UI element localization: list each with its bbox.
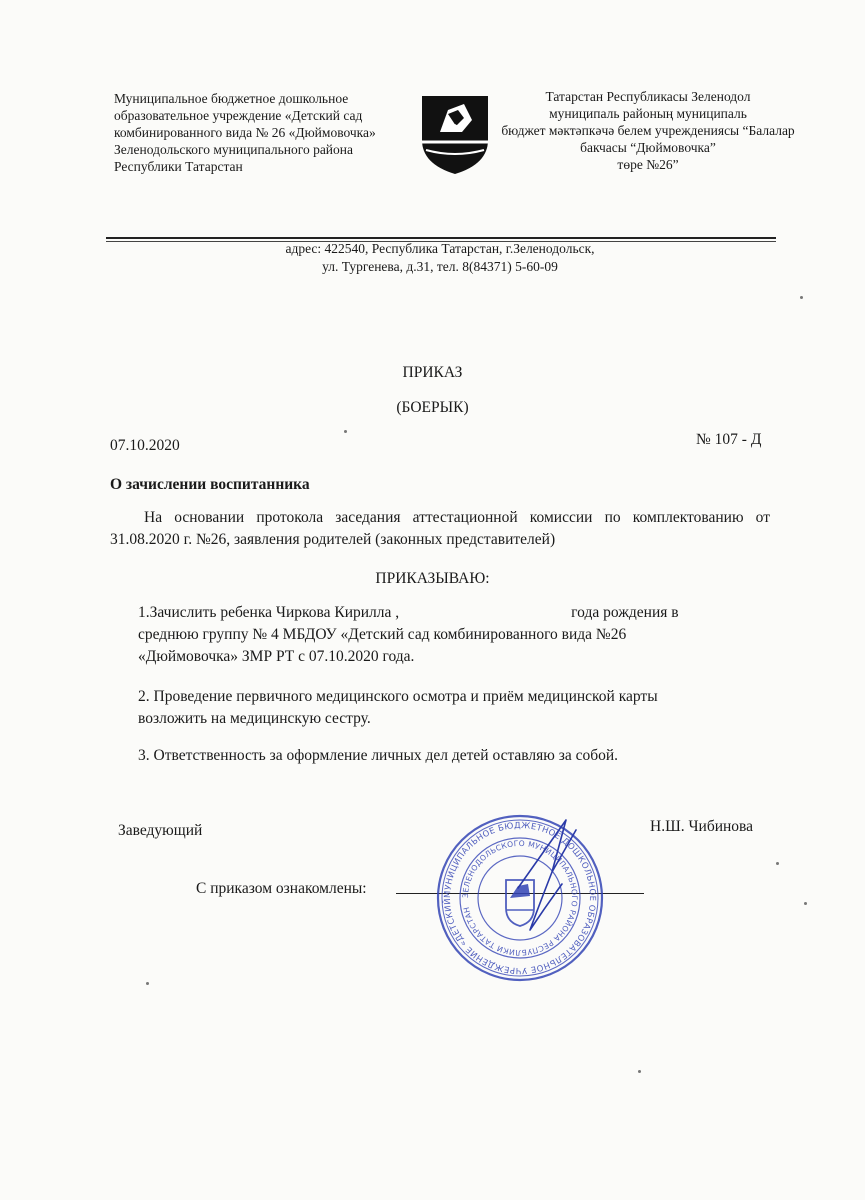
signature-role: Заведующий [118,822,203,839]
order-heading: ПРИКАЗЫВАЮ: [375,570,490,587]
order-item-2-line1: 2. Проведение первичного медицинского осмотра и приём медицинской карты [138,688,658,705]
document-title: ПРИКАЗ [402,364,463,381]
scan-speck [344,430,347,433]
scan-speck [146,982,149,985]
order-item-2-line2: возложить на медицинскую сестру. [138,710,371,727]
header-right-line: төре №26” [617,157,679,172]
header-left-line: Республики Татарстан [114,159,243,174]
header-divider-thick [106,237,776,239]
header-institution-russian [114,90,414,175]
address-block [200,240,680,276]
header-institution-tatar [498,88,798,173]
scan-speck [776,862,779,865]
header-right-line: бакчасы “Дюймовочка” [580,140,716,155]
order-item-2 [138,686,778,730]
scan-speck [800,296,803,299]
header-right-line: бюджет мәктәпкәчә белем учреждениясы “Балалар [501,123,795,138]
document-number: № 107 - Д [696,431,762,448]
header-left-line: комбинированного вида № 26 «Дюймовочка» [114,125,376,140]
order-item-1-line2: среднюю группу № 4 МБДОУ «Детский сад комбинированного вида №26 [138,626,627,643]
stamp-outer-text: МУНИЦИПАЛЬНОЕ БЮДЖЕТНОЕ ДОШКОЛЬНОЕ ОБРАЗОВАТЕЛЬНОЕ УЧРЕЖДЕНИЕ «ДЕТСКИЙ [441,819,599,977]
order-item-1-text-a: 1.Зачислить ребенка Чиркова Кирилла , [138,604,400,621]
address-line: адрес: 422540, Республика Татарстан, г.Зеленодольск, [285,241,595,256]
coat-of-arms-emblem [418,92,492,176]
order-item-1-text-b: года рождения в [571,604,679,621]
scan-speck [804,902,807,905]
header-left-line: образовательное учреждение «Детский сад [114,108,363,123]
header-left-line: Муниципальное бюджетное дошкольное [114,91,349,106]
stamp-inner-text: ЗЕЛЕНОДОЛЬСКОГО МУНИЦИПАЛЬНОГО РАЙОНА РЕСПУБЛИКИ ТАТАРСТАН [460,838,580,958]
order-item-1-line1 [138,602,778,624]
order-item-1 [138,602,778,668]
scan-speck [638,1070,641,1073]
order-item-3: 3. Ответственность за оформление личных дел детей оставляю за собой. [138,747,619,764]
order-item-1-line3: «Дюймовочка» ЗМР РТ с 07.10.2020 года. [138,648,415,665]
document-date: 07.10.2020 [110,437,180,454]
header-right-line: муниципаль районың муниципаль [549,106,747,121]
header-right-line: Татарстан Республикасы Зеленодол [545,89,751,104]
acknowledged-label: С приказом ознакомлены: [196,880,367,897]
document-subject: О зачислении воспитанника [110,476,310,493]
address-line: ул. Тургенева, д.31, тел. 8(84371) 5-60-09 [322,259,558,274]
basis-paragraph: На основании протокола заседания аттестационной комиссии по комплектованию от 31.08.2020 г. №26, заявления родителей (законных представителей) [110,509,770,548]
document-title-tatar: (БОЕРЫК) [396,399,469,416]
official-seal-stamp [434,812,606,984]
signature-name: Н.Ш. Чибинова [650,818,754,835]
header-left-line: Зеленодольского муниципального района [114,142,353,157]
